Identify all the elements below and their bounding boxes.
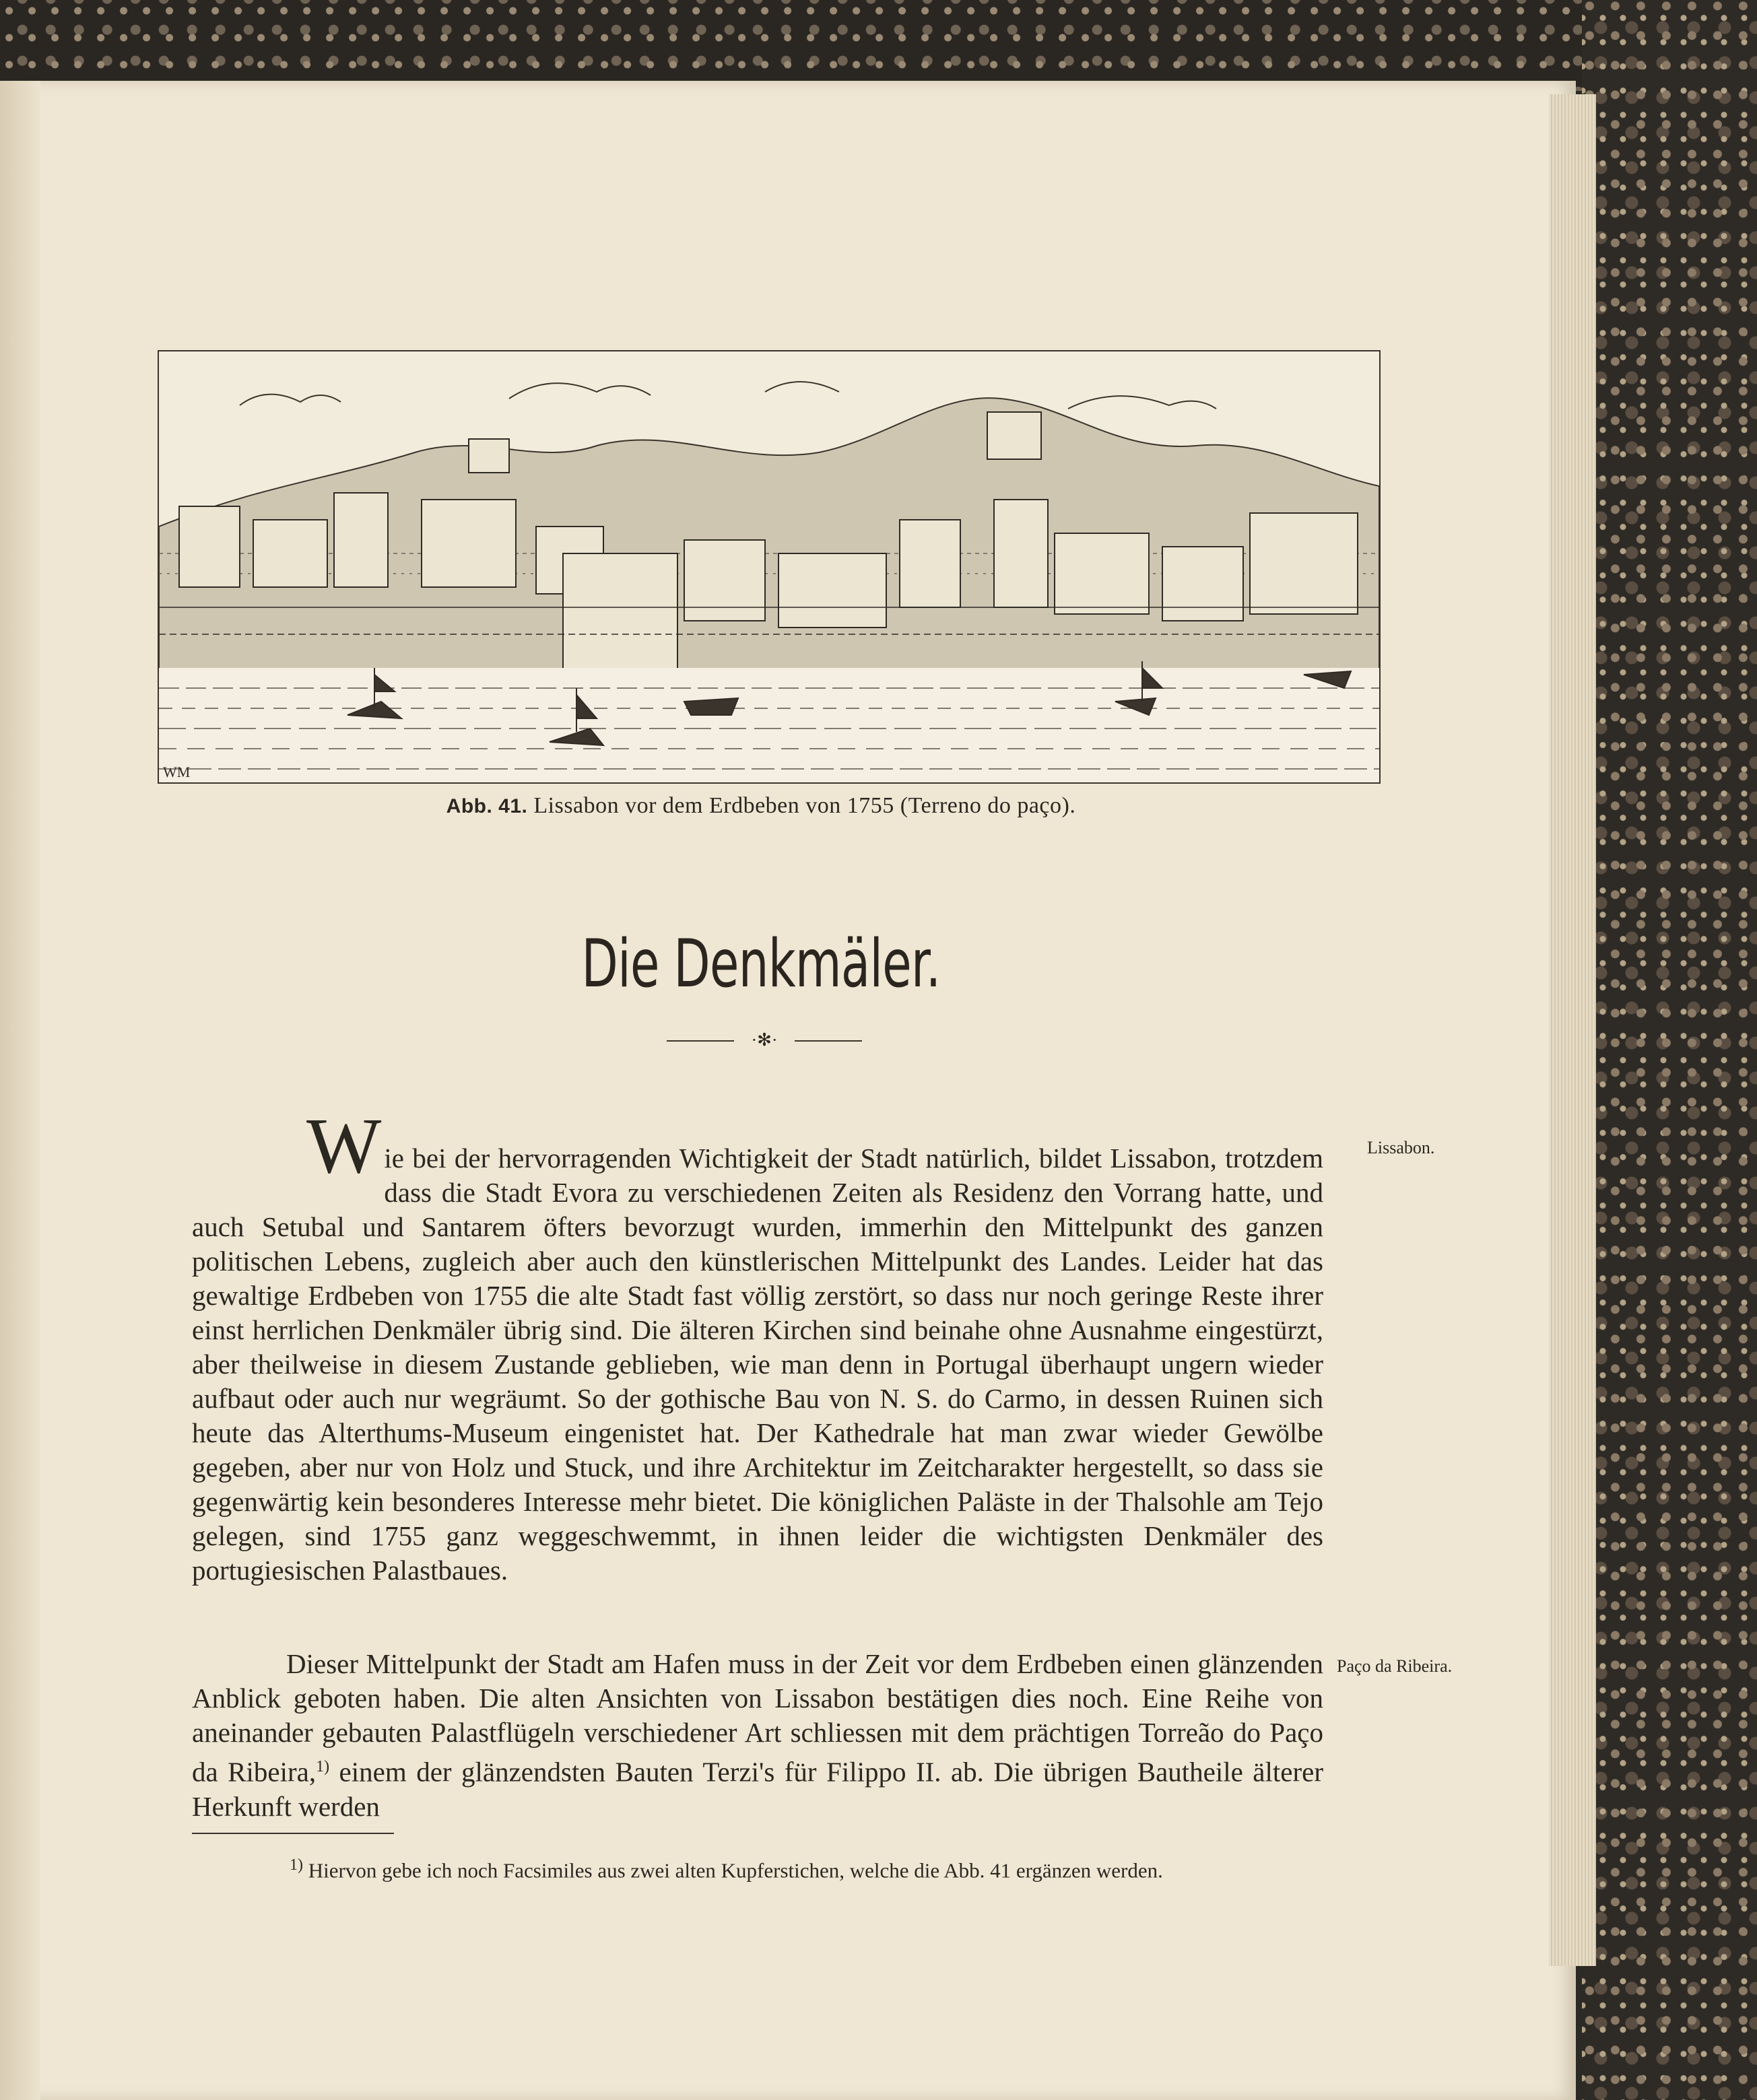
engraving-drawing [159,351,1379,782]
facing-page-edge [0,81,40,2100]
figure-caption [189,793,1333,819]
caption-label: Abb. 41. [446,795,528,817]
page-title: Die Denkmäler. [581,926,941,1003]
footnote-text: Hiervon gebe ich noch Facsimiles aus zwei alten Kupferstichen, welche die Abb. 41 ergänzen werden. [303,1858,1163,1883]
engraver-signature: WM [163,764,191,780]
drop-cap: W [306,1102,382,1190]
margin-note-paco: Paço da Ribeira. [1337,1656,1453,1676]
footnote-mark: 1) [290,1856,303,1874]
title-ornament: ·✻· [667,1034,862,1047]
paragraph-1-text: ie bei der hervorragenden Wichtigkeit der Stadt natürlich, bildet Lissabon, trotzdem dass die Stadt Evora zu verschiedenen Zeiten als Residenz den Vorrang hatte, und auch Setubal und Santarem öfters bevorzugt wurden, immerhin den Mittelpunkt des ganzen politischen Lebens, zugleich aber auch den künstlerischen Mittelpunkt des Landes. Leider hat das gewaltige Erdbeben von 1755 die alte Stadt fast völlig zerstört, so dass nur noch geringe Reste ihrer einst herrlichen Denkmäler übrig sind. Die älteren Kirchen sind beinahe ohne Ausnahme eingestürzt, aber theilweise in diesem Zustande geblieben, wie man denn in Portugal überhaupt ungern wieder aufbaut oder auch nur wegräumt. So der gothische Bau von N. S. do Carmo, in dessen Ruinen sich heute das Alterthums-Museum eingenistet hat. Der Kathedrale hat man zwar wieder Gewölbe gegeben, aber nur von Holz und Stuck, und ihre Architektur im Zeitcharakter hergestellt, so dass sie gegenwärtig kein besonderes Interesse mehr bietet. Die königlichen Paläste in der Thalsohle am Tejo gelegen, sind 1755 ganz weggeschwemmt, in ihnen leider die wichtigsten Denkmäler des portugiesischen Palastbaues. [192,1143,1323,1586]
book-cover [1582,0,1757,2100]
lisbon-engraving [158,350,1381,784]
paragraph-2-text-a: Dieser Mittelpunkt der Stadt am Hafen muss in der Zeit vor dem Erdbeben einen glänzenden Anblick geboten haben. Die alten Ansichten von Lissabon bestätigen dies noch. Eine Reihe von aneinander gebauten Palastflügeln verschiedener Art schliessen mit dem prächtigen Torreão do Paço da Ribeira, [192,1648,1323,1788]
caption-text: Lissabon vor dem Erdbeben von 1755 (Terreno do paço). [533,793,1076,818]
paragraph-1 [192,1102,1323,1588]
footnote-reference[interactable]: 1) [316,1758,330,1775]
book-top-edge [0,0,1757,91]
margin-note-lissabon: Lissabon. [1367,1138,1435,1157]
footnote-divider [192,1833,394,1834]
paragraph-2 [192,1647,1323,1824]
paragraph-2-text-b: einem der glänzendsten Bauten Terzi's für Filippo II. ab. Die übrigen Bautheile älterer Herkunft werden [192,1756,1323,1822]
page-stack-edge [1549,94,1596,1966]
footnote [290,1852,1327,1884]
